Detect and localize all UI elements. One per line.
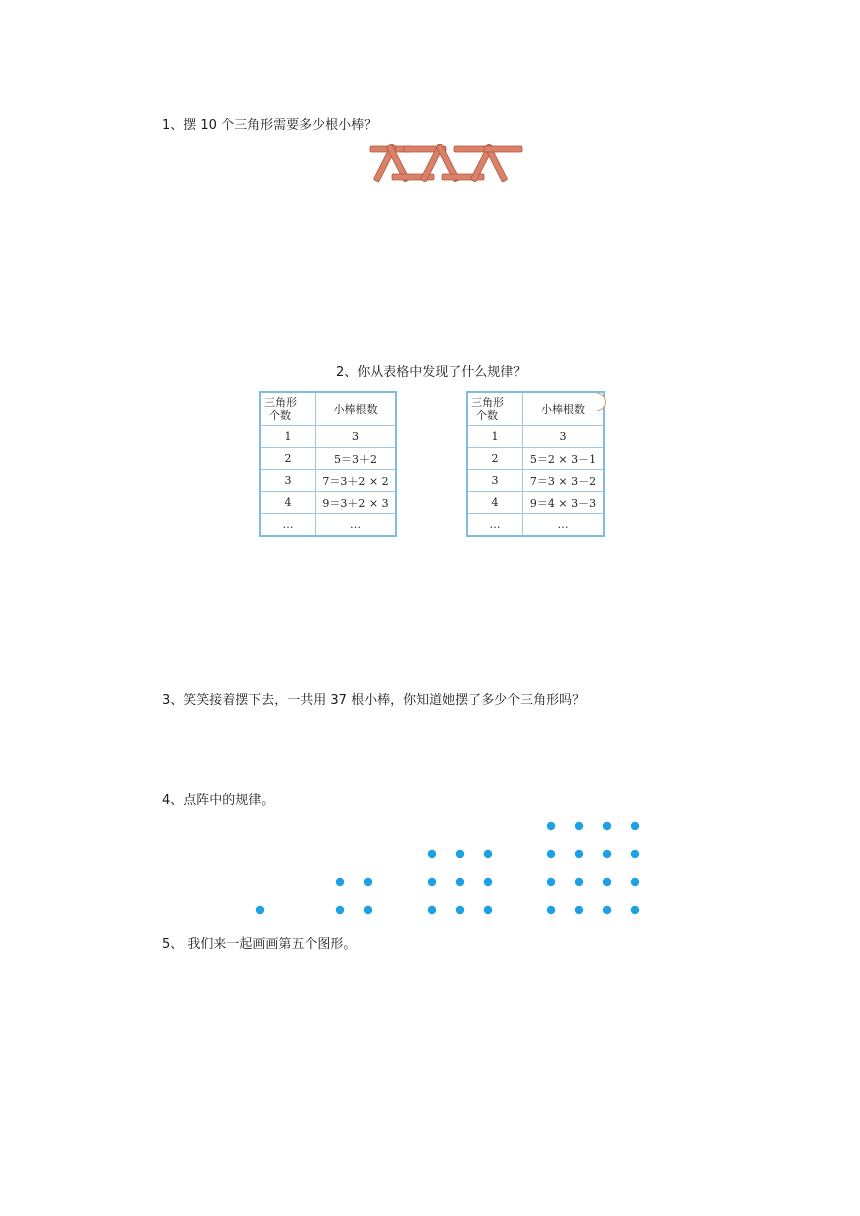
cell-n: 4 (467, 492, 523, 514)
dot (364, 906, 372, 914)
dot (428, 906, 436, 914)
header-line-2: 个数 (269, 409, 291, 422)
cell-n: 2 (467, 448, 523, 470)
question-5: 5、 我们来一起画画第五个图形。 (162, 937, 357, 952)
dot (631, 906, 639, 914)
header-line-1: 三角形 (264, 396, 297, 409)
table-row (260, 514, 396, 537)
dot (575, 878, 583, 886)
dot (547, 822, 555, 830)
table-header (467, 392, 604, 426)
header-line-2: 个数 (476, 409, 498, 422)
dot (547, 850, 555, 858)
dot (631, 850, 639, 858)
header-stick-count: 小棒根数 (316, 392, 397, 426)
table-row (467, 470, 604, 492)
dot (575, 850, 583, 858)
cell-sticks: 9＝4 × 3－3 (523, 492, 605, 514)
cell-sticks: 7＝3 × 3－2 (523, 470, 605, 492)
cell-sticks: 3 (316, 426, 397, 448)
question-1: 1、摆 10 个三角形需要多少根小棒？ (162, 118, 378, 133)
cell-sticks: … (523, 514, 605, 537)
cell-n: 4 (260, 492, 316, 514)
cell-sticks: 5＝3＋2 (316, 448, 397, 470)
dot (484, 878, 492, 886)
dot (603, 878, 611, 886)
question-4: 4、点阵中的规律。 (162, 793, 275, 808)
dot-pattern-2 (336, 878, 372, 914)
pattern-table-right (466, 391, 605, 537)
cell-n: 3 (467, 470, 523, 492)
header-triangle-count (260, 392, 316, 426)
dot (547, 878, 555, 886)
header-stick-count: 小棒根数 (523, 392, 605, 426)
cell-sticks: 7＝3＋2 × 2 (316, 470, 397, 492)
dot (547, 906, 555, 914)
table-row (260, 492, 396, 514)
dot-pattern-4 (547, 822, 639, 914)
dot-pattern-3 (428, 850, 492, 914)
dot (603, 850, 611, 858)
cell-n: 1 (260, 426, 316, 448)
pattern-table-left (259, 391, 397, 537)
table-row (467, 492, 604, 514)
question-2: 2、你从表格中发现了什么规律？ (336, 365, 527, 380)
table-row (467, 514, 604, 537)
dot (575, 906, 583, 914)
header-triangle-count (467, 392, 523, 426)
cell-sticks: … (316, 514, 397, 537)
dot (484, 850, 492, 858)
dot (428, 850, 436, 858)
dot (336, 878, 344, 886)
dot (575, 822, 583, 830)
dot (603, 906, 611, 914)
dot (428, 878, 436, 886)
cell-n: 1 (467, 426, 523, 448)
cell-n: 2 (260, 448, 316, 470)
dot (256, 906, 264, 914)
table-row (260, 470, 396, 492)
dot (603, 822, 611, 830)
table-row (260, 426, 396, 448)
dot-pattern-1 (256, 906, 264, 914)
table-row (467, 448, 604, 470)
dot (336, 906, 344, 914)
dot (364, 878, 372, 886)
cell-n: 3 (260, 470, 316, 492)
header-line-1: 三角形 (471, 396, 504, 409)
dot (631, 878, 639, 886)
table-row (467, 426, 604, 448)
cell-sticks: 9＝3＋2 × 3 (316, 492, 397, 514)
dot-array-figure (250, 818, 650, 918)
cell-sticks: 3 (523, 426, 605, 448)
question-3: 3、笑笑接着摆下去，一共用 37 根小棒，你知道她摆了多少个三角形吗？ (162, 693, 586, 708)
triangle-sticks-figure (366, 140, 526, 184)
dot (484, 906, 492, 914)
table-header (260, 392, 396, 426)
cell-n: … (467, 514, 523, 537)
dot (631, 822, 639, 830)
dot (456, 850, 464, 858)
dot (456, 878, 464, 886)
cell-sticks: 5＝2 × 3－1 (523, 448, 605, 470)
table-row (260, 448, 396, 470)
cell-n: … (260, 514, 316, 537)
dot (456, 906, 464, 914)
